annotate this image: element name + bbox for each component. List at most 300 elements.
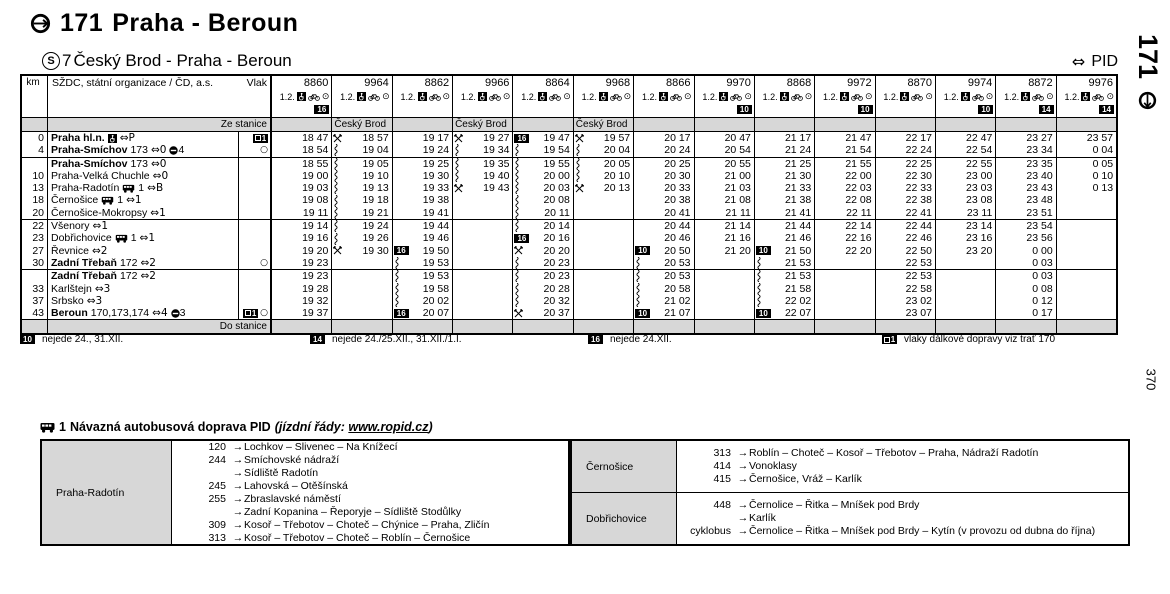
departure-time: [590, 245, 633, 257]
from-station-cell: [512, 118, 572, 131]
station-notes: [238, 132, 270, 144]
station-notes: [238, 207, 270, 219]
time-cell: [754, 182, 814, 194]
train-column-header-8870: [875, 76, 935, 117]
bus-table-radotin: [40, 439, 570, 546]
ropid-link[interactable]: www.ropid.cz: [348, 420, 429, 434]
bus-route-line: [681, 512, 1124, 525]
continuation-squiggle: [394, 257, 400, 269]
bus-route-destinations: Karlík: [749, 512, 776, 524]
time-cell: [694, 283, 754, 295]
time-cell-marker: [393, 194, 409, 206]
departure-time: 20 53: [664, 270, 691, 283]
time-cell-marker: [272, 245, 288, 257]
time-cell-marker: [393, 132, 409, 144]
bicycle-icon: [429, 93, 441, 101]
time-cell: [814, 132, 874, 144]
departure-time: 22 30: [905, 169, 932, 182]
stop-circle-mark: ○: [260, 144, 268, 155]
continuation-squiggle: [394, 270, 400, 282]
time-cell: [754, 257, 814, 269]
time-cell: [995, 232, 1055, 244]
departure-time: 21 30: [784, 169, 812, 182]
departure-time: 18 55: [302, 157, 329, 170]
time-cell-marker: [1057, 245, 1073, 257]
bicycle-icon: [791, 93, 803, 101]
departure-time: 22 14: [845, 220, 872, 233]
bicycle-icon: [972, 93, 984, 101]
time-cell-marker: [332, 245, 348, 257]
note-badge-10: 10: [858, 105, 873, 114]
time-cell-marker: [453, 270, 469, 282]
bus-route-line: [176, 506, 564, 519]
circle-bar-icon: [171, 309, 180, 318]
departure-time: [469, 307, 512, 319]
bus-route-list: [677, 441, 1128, 492]
time-cell-marker: [936, 295, 952, 307]
station-notes: [238, 270, 270, 282]
time-cell: [331, 220, 391, 232]
bus-route-destinations: Černošice, Vráž – Karlík: [749, 473, 862, 485]
departure-time: 21 07: [664, 307, 691, 320]
departure-time: 0 04: [1092, 144, 1114, 157]
page-number: 370: [1143, 368, 1159, 391]
train-column-header-9974: [935, 76, 995, 117]
station-name: Praha-Radotín: [51, 182, 120, 195]
time-cell: [633, 307, 693, 319]
time-cell-marker: [272, 283, 288, 295]
bus-route-destinations: Lahovská – Otěšínská: [244, 479, 348, 492]
departure-time: 18 54: [302, 144, 329, 157]
to-station-cell: [331, 320, 391, 333]
time-cell-marker: [513, 257, 529, 269]
departure-time: [348, 307, 391, 319]
departure-time: 19 47: [543, 132, 570, 144]
time-cell-marker: [936, 170, 952, 182]
to-station-cell: [1056, 320, 1116, 333]
departure-time: 20 41: [664, 206, 691, 219]
departure-time: 19 13: [362, 182, 389, 195]
time-cell-marker: [936, 182, 952, 194]
time-cell: [694, 132, 754, 144]
tariff-zone: ⇔2: [140, 270, 156, 283]
departure-time: [348, 270, 391, 282]
time-cell: [935, 207, 995, 219]
time-cell: [272, 158, 331, 170]
continuation-squiggle: [333, 144, 339, 156]
station-row: [22, 232, 1116, 244]
departure-time: [1073, 257, 1116, 269]
arrow-right-icon: →: [232, 479, 244, 492]
time-cell: [331, 158, 391, 170]
circle-dot-icon: ⊙: [442, 91, 451, 102]
time-cell: [452, 194, 512, 206]
circle-dot-icon: ⊙: [563, 91, 571, 102]
station-notes: [238, 257, 270, 269]
circle-dot-icon: ⊙: [925, 91, 933, 102]
time-cell-marker: [996, 144, 1012, 156]
departure-time: 21 02: [664, 294, 691, 307]
time-cell: [452, 132, 512, 144]
to-station-cell: [392, 320, 452, 333]
time-cell-marker: [453, 194, 469, 206]
time-cell: [452, 232, 512, 244]
station-name: Praha hl.n.: [51, 132, 105, 144]
bus-ref: 1: [59, 420, 66, 434]
note-badge-10: 10: [756, 246, 771, 255]
departure-time: [469, 270, 512, 282]
time-cell: [633, 194, 693, 206]
departure-time: 21 33: [784, 182, 812, 195]
departure-time: [469, 257, 512, 269]
time-cell: [633, 245, 693, 257]
bus-route-list: [677, 493, 1128, 544]
time-cell: [694, 245, 754, 257]
to-station-cell: [814, 320, 874, 333]
time-cell: [633, 132, 693, 144]
wheelchair-icon: [900, 92, 909, 101]
side-route-number: 171: [1132, 34, 1163, 110]
departure-time: 22 33: [905, 182, 932, 195]
train-symbols: [1057, 90, 1116, 103]
departure-time: 20 44: [664, 220, 691, 233]
departure-time: 19 41: [422, 206, 450, 219]
km-cell: 23: [22, 232, 48, 244]
time-cell: [1056, 158, 1116, 170]
time-cell-marker: [332, 158, 348, 170]
departure-time: 21 50: [784, 244, 812, 257]
departure-time: [469, 220, 512, 232]
to-station-cell: [573, 320, 633, 333]
train-number: 8864: [545, 77, 570, 89]
time-cell-marker: [1057, 283, 1073, 295]
bus-station-row: [572, 492, 1128, 544]
departure-time: 20 47: [724, 132, 751, 144]
continuation-squiggle: [635, 270, 641, 282]
tariff-zone: ⇔4: [152, 307, 168, 320]
departure-time: [1073, 207, 1116, 219]
time-cell-marker: [695, 220, 711, 232]
departure-time: [831, 257, 874, 269]
time-cell-marker: [574, 245, 590, 257]
departure-time: [469, 245, 512, 257]
time-cell: [512, 182, 572, 194]
departure-time: 23 57: [1086, 132, 1114, 144]
time-cell-marker: [876, 232, 892, 244]
departure-time: 22 08: [845, 194, 872, 207]
time-cell-marker: [996, 207, 1012, 219]
bus-route-line: [176, 467, 564, 480]
time-cell-marker: [996, 270, 1012, 282]
time-cell: [272, 220, 331, 232]
time-cell: [1056, 295, 1116, 307]
bus-route-destinations: Zbraslavské náměstí: [244, 492, 341, 505]
time-cell: [392, 132, 452, 144]
time-cell-marker: [815, 270, 831, 282]
time-cell: [512, 283, 572, 295]
time-cell-marker: [815, 257, 831, 269]
time-cell: [392, 283, 452, 295]
time-cell: [1056, 207, 1116, 219]
arrow-right-icon: →: [232, 531, 244, 544]
class-label: 1.2.: [400, 91, 416, 102]
train-symbols: [272, 90, 331, 103]
train-column-header-9966: [452, 76, 512, 117]
time-cell-marker: [815, 220, 831, 232]
class-label: 1.2.: [581, 91, 597, 102]
time-cell: [995, 144, 1055, 156]
time-cell-marker: [574, 207, 590, 219]
time-cell: [272, 207, 331, 219]
departure-time: 23 02: [905, 294, 932, 307]
time-cell-marker: [876, 220, 892, 232]
time-cell: [1056, 170, 1116, 182]
time-cell-marker: [272, 194, 288, 206]
note-badge-14: 14: [1039, 105, 1054, 114]
time-cell: [392, 257, 452, 269]
departure-time: 21 54: [845, 144, 872, 157]
station-cell: [48, 182, 272, 194]
time-cell: [875, 257, 935, 269]
operator-label: SŽDC, státní organizace / ČD, a.s.: [52, 77, 214, 89]
train-column-header-9970: [694, 76, 754, 117]
station-notes: [238, 194, 270, 206]
to-station-cell: [633, 320, 693, 333]
departure-time: [1073, 295, 1116, 307]
time-cell-marker: [815, 283, 831, 295]
time-cell-marker: [695, 144, 711, 156]
time-cell: [272, 132, 331, 144]
continuation-squiggle: [756, 270, 762, 282]
train-symbols: [332, 90, 391, 103]
time-cell: [754, 207, 814, 219]
time-cell-marker: [453, 170, 469, 182]
time-cell: [392, 270, 452, 282]
departure-time: 19 33: [422, 182, 450, 195]
time-cell: [754, 270, 814, 282]
time-cell-marker: [755, 182, 771, 194]
departure-time: 19 32: [302, 294, 329, 307]
station-notes: [238, 220, 270, 232]
time-cell: [1056, 220, 1116, 232]
bus-route-number: 313: [208, 531, 226, 544]
station-notes: [238, 307, 270, 319]
continuation-squiggle: [756, 295, 762, 307]
train-number: 9972: [847, 77, 872, 89]
time-cell: [331, 307, 391, 319]
departure-time: [590, 295, 633, 307]
note-badge-14: 14: [1099, 105, 1114, 114]
continuation-squiggle: [635, 283, 641, 295]
to-station-cell: [452, 320, 512, 333]
class-label: 1.2.: [1004, 91, 1020, 102]
station-cell: [48, 245, 272, 257]
bicycle-icon: [851, 93, 863, 101]
time-cell: [814, 158, 874, 170]
departure-time: 23 48: [1026, 194, 1053, 207]
time-cell-marker: [574, 307, 590, 319]
time-cell-marker: [876, 144, 892, 156]
time-cell: [935, 132, 995, 144]
time-cell-marker: [332, 207, 348, 219]
wheelchair-icon: [659, 92, 668, 101]
time-cell: [452, 245, 512, 257]
time-cell-marker: [513, 170, 529, 182]
stop-circle-mark: ○: [260, 307, 268, 318]
time-cell-marker: [1057, 132, 1073, 144]
station-notes: [238, 182, 270, 194]
time-cell: [512, 207, 572, 219]
time-cell-marker: [393, 220, 409, 232]
page-title: [30, 9, 298, 38]
time-cell: [573, 232, 633, 244]
class-label: 1.2.: [521, 91, 537, 102]
departure-time: 19 53: [422, 270, 450, 283]
time-cell-marker: [996, 170, 1012, 182]
time-cell-marker: [272, 307, 288, 319]
km-cell: 4: [22, 144, 48, 156]
time-cell-marker: [876, 132, 892, 144]
departure-time: [590, 207, 633, 219]
departure-time: [711, 295, 754, 307]
departure-time: 19 58: [422, 282, 450, 295]
train-column-header-9976: [1056, 76, 1116, 117]
departure-time: 20 08: [543, 194, 570, 207]
departure-time: 22 50: [905, 244, 932, 257]
time-cell-marker: [634, 257, 650, 269]
wheelchair-icon: [108, 134, 117, 143]
train-column-header-8866: [633, 76, 693, 117]
station-row: [22, 170, 1116, 182]
bus-route-number: 255: [208, 492, 226, 505]
time-cell-marker: [634, 194, 650, 206]
time-cell-marker: [1057, 270, 1073, 282]
continuation-squiggle: [333, 182, 339, 194]
time-cell-marker: [634, 232, 650, 244]
departure-time: 21 17: [784, 132, 812, 144]
departure-time: 20 50: [664, 244, 691, 257]
time-cell: [694, 220, 754, 232]
train-note-badge-cell: [815, 103, 874, 116]
time-cell-marker: [996, 158, 1012, 170]
departure-time: [348, 257, 391, 269]
wheelchair-icon: [297, 92, 306, 101]
departure-time: 23 20: [966, 244, 993, 257]
tariff-zone: ⇔1: [150, 206, 166, 219]
continuation-squiggle: [635, 295, 641, 307]
departure-time: 21 08: [724, 194, 751, 207]
circle-bar-icon: [169, 146, 178, 155]
pid-label: [1072, 52, 1118, 71]
departure-time: 0 13: [1092, 182, 1114, 195]
continuation-squiggle: [394, 283, 400, 295]
time-cell-marker: [272, 207, 288, 219]
time-cell: [392, 295, 452, 307]
time-cell-marker: [1057, 257, 1073, 269]
station-cell: [48, 283, 272, 295]
time-cell: [573, 307, 633, 319]
departure-time: 19 20: [302, 244, 329, 257]
departure-time: 0 00: [1032, 244, 1053, 257]
arrow-right-icon: →: [232, 453, 244, 466]
time-cell-marker: [332, 194, 348, 206]
train-note-badge-cell: [393, 103, 452, 116]
continuation-squiggle: [394, 295, 400, 307]
time-cell-marker: [393, 257, 409, 269]
departure-time: [469, 283, 512, 295]
departure-time: [711, 257, 754, 269]
station-cell: [48, 207, 272, 219]
connecting-route-numbers: 172: [119, 270, 138, 283]
bus-route-line: [681, 460, 1124, 473]
time-cell-marker: [332, 170, 348, 182]
tariff-zone: ⇔0: [150, 157, 167, 170]
bus-route-destinations: Černolice – Řitka – Mníšek pod Brdy: [749, 499, 920, 511]
departure-time: [711, 307, 754, 319]
time-cell: [694, 194, 754, 206]
time-cell: [392, 220, 452, 232]
time-cell-marker: [936, 158, 952, 170]
station-cell: [48, 170, 272, 182]
time-cell-marker: [815, 295, 831, 307]
bus-connection-ref: 1: [130, 232, 137, 245]
workdays-icon: [575, 134, 584, 143]
departure-time: 19 26: [362, 232, 389, 245]
departure-time: 19 37: [302, 307, 329, 320]
time-cell-marker: [332, 257, 348, 269]
train-number: 8860: [303, 77, 329, 89]
time-cell: [331, 232, 391, 244]
time-cell-marker: [574, 132, 590, 144]
bus-route-number: 120: [208, 440, 226, 453]
departure-time: 19 16: [302, 232, 329, 245]
time-cell: [633, 207, 693, 219]
departure-time: [831, 307, 874, 319]
time-cell: [935, 307, 995, 319]
long-distance-note-badge: 1: [243, 309, 258, 318]
departure-time: 20 16: [543, 232, 570, 245]
departure-time: 21 38: [784, 194, 812, 207]
train-note-badge-cell: [1057, 103, 1116, 116]
train-symbols: [996, 90, 1055, 103]
time-cell-marker: [695, 295, 711, 307]
continuation-squiggle: [333, 220, 339, 232]
time-cell: [995, 295, 1055, 307]
time-cell: [875, 170, 935, 182]
station-cell: [48, 232, 272, 244]
time-cell: [995, 194, 1055, 206]
time-cell-marker: [1057, 194, 1073, 206]
continuation-squiggle: [514, 220, 520, 232]
circle-dot-icon: ⊙: [985, 91, 994, 102]
departure-time: 23 34: [1026, 144, 1053, 157]
time-cell-marker: [634, 307, 650, 319]
wheelchair-icon: [357, 92, 366, 101]
departure-time: [469, 232, 512, 244]
to-station-cell: [512, 320, 572, 333]
time-cell-marker: [1057, 295, 1073, 307]
tariff-zone: ⇔1: [139, 232, 156, 245]
departure-time: 19 23: [302, 270, 329, 283]
arrow-right-icon: →: [232, 518, 244, 531]
time-cell-marker: [936, 257, 952, 269]
route-number: 171: [60, 9, 104, 37]
time-cell-marker: [755, 307, 771, 319]
bus-route-number: [681, 512, 737, 525]
station-row: [22, 157, 1116, 170]
time-cell: [331, 257, 391, 269]
time-cell: [392, 307, 452, 319]
